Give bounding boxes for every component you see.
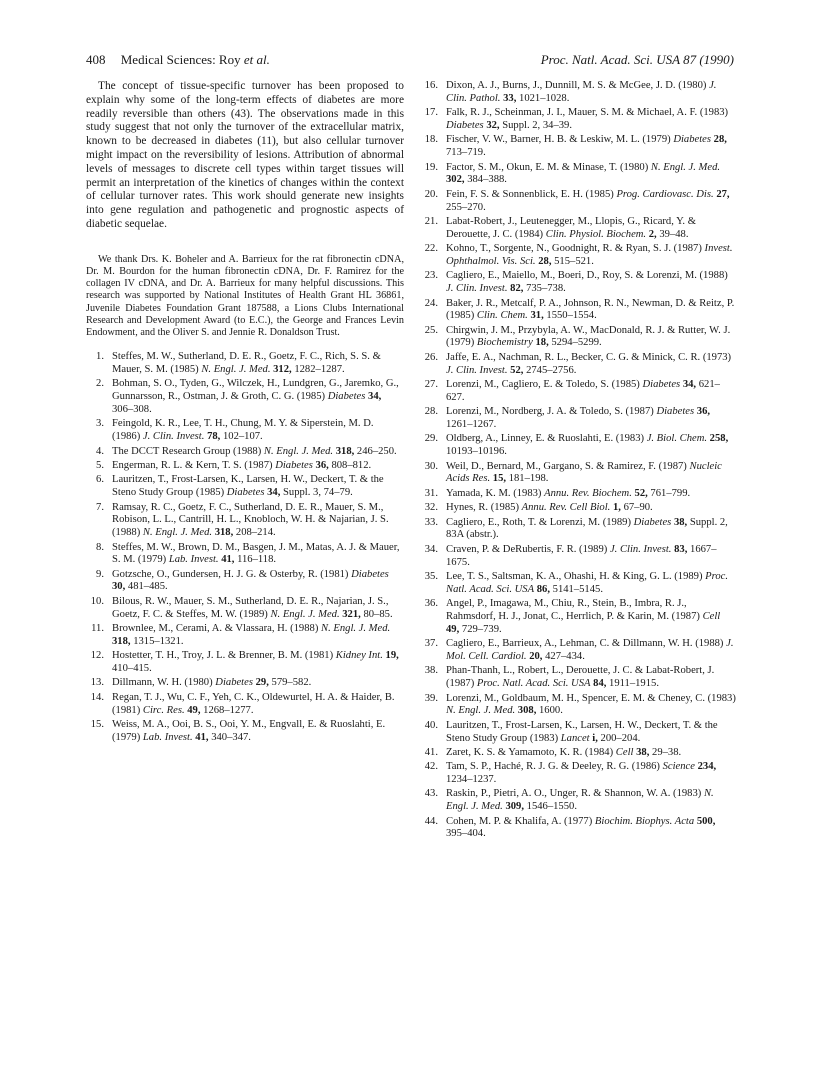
reference-volume: 30, [112,581,126,593]
reference-item [420,598,736,636]
reference-number: 44. [424,815,438,827]
reference-authors: Lorenzi, M., Cagliero, E. & Toledo, S. (1985) [446,379,640,391]
reference-pages: 208–214. [235,527,276,539]
reference-pages: 1268–1277. [203,704,254,716]
reference-journal: N. Engl. J. Med. [446,788,714,813]
reference-item [420,433,736,459]
reference-volume: 309, [505,801,524,813]
reference-pages: 5294–5299. [551,337,602,349]
reference-item [420,665,736,691]
reference-volume: 84, [593,678,607,690]
reference-journal: Clin. Physiol. Biochem. [545,228,647,240]
reference-number: 9. [96,568,104,580]
body-paragraph: The concept of tissue-specific turnover has been proposed to explain why some of the long-term effects of diabetes are more readily reversible than others (43). The observations made in this study suggest that not only the turnover of the extracellular matrix, known to be decreased in diabetes (11), but also cellular turnover might impact on the reversibility of lesions. Attribution of abnormal levels of messages to discrete cell types within target tissues will permit an interpretation of the kinetics of changes within the context of cellular turnover rates. This work should generate new insights into gene regulation and pathogenetic and prognostic aspects of diabetic sequelae. [86,80,404,230]
reference-pages: 1261–1267. [446,419,497,431]
reference-volume: 52, [510,364,524,376]
reference-volume: 321, [342,608,361,620]
reference-item [420,502,736,515]
reference-item [420,571,736,597]
reference-journal: N. Engl. J. Med. [321,623,391,635]
reference-volume: 28, [538,255,552,267]
reference-number: 22. [424,243,438,255]
reference-number: 17. [424,107,438,119]
reference-volume: 318, [335,445,355,457]
reference-journal: J. Clin. Invest. [446,364,508,376]
reference-journal: Diabetes [673,134,711,146]
reference-authors: The DCCT Research Group (1988) [112,445,262,457]
reference-number: 38. [424,665,438,677]
reference-volume: 1, [612,502,621,514]
reference-authors: Labat-Robert, J., Leutenegger, M., Llopis, G., Ricard, Y. & Derouette, J. C. (1984) [446,215,696,240]
reference-item [86,446,404,459]
reference-volume: 34, [682,379,697,391]
reference-item [420,406,736,432]
reference-pages: 579–582. [271,677,312,689]
reference-item [420,517,736,543]
reference-journal: Science [662,761,695,773]
reference-number: 14. [90,691,104,703]
reference-pages: 1550–1554. [546,310,597,322]
reference-volume: 34, [368,391,382,403]
reference-pages: 729–739. [461,623,502,635]
reference-authors: Fein, F. S. & Sonnenblick, E. H. (1985) [446,188,614,200]
reference-number: 30. [424,460,438,472]
reference-journal: Clin. Chem. [476,310,528,322]
reference-list-right [420,80,736,841]
reference-authors: Falk, R. J., Scheinman, J. I., Mauer, S. M. & Michael, A. F. (1983) [446,107,729,119]
reference-number: 28. [424,406,438,418]
acknowledgment: We thank Drs. K. Boheler and A. Barrieux for the rat fibronectin cDNA, Dr. M. Bourdon for the human fibronectin cDNA, Dr. F. Ramirez for the collagen IV cDNA, and Dr. A. Barrieux for many helpful discussions. This research was supported by National Institutes of Health Grant HL 36861, Juvenile Diabetes Foundation Grant 187588, a Lions Clubs International Research and Development Award (to E.C.), the George and Frances Levin Endowment, and the Oliver S. and Jennie R. Donaldson Trust. [86,253,404,338]
reference-journal: Nucleic Acids Res. [446,460,722,485]
reference-authors: Steffes, M. W., Brown, D. M., Basgen, J. M., Matas, A. J. & Mauer, S. M. (1979) [112,541,400,566]
reference-item [420,747,736,760]
right-column [420,80,736,843]
reference-item [86,351,404,377]
reference-item [420,352,736,378]
reference-number: 11. [91,623,104,635]
reference-journal: N. Engl. J. Med. [650,161,721,173]
reference-pages: 102–107. [222,431,263,443]
section-title: Medical Sciences: Roy [120,52,241,67]
reference-item [86,692,404,718]
reference-journal: Diabetes [642,379,681,391]
reference-item [86,542,404,568]
reference-volume: 82, [510,283,524,295]
reference-authors: Chirgwin, J. M., Przybyla, A. W., MacDonald, R. J. & Rutter, W. J. (1979) [446,324,731,349]
reference-pages: 116–118. [237,554,277,566]
reference-item [86,378,404,416]
reference-volume: 78, [207,431,221,443]
reference-item [420,761,736,787]
reference-journal: Diabetes [226,487,265,499]
reference-pages: 410–415. [112,663,152,675]
reference-item [420,325,736,351]
reference-number: 12. [90,650,104,662]
reference-item [420,134,736,160]
reference-item [86,719,404,745]
reference-number: 3. [96,418,104,430]
reference-number: 10. [90,595,104,607]
reference-item [420,270,736,296]
reference-pages: 515–521. [554,255,594,267]
reference-authors: Zaret, K. S. & Yamamoto, K. R. (1984) [446,746,614,758]
reference-volume: 34, [267,487,281,499]
reference-volume: 49, [187,704,201,716]
reference-pages: 67–90. [623,502,653,514]
reference-volume: 29, [255,677,269,689]
reference-number: 21. [424,215,438,227]
reference-pages: 2745–2756. [526,364,577,376]
reference-item [420,189,736,215]
reference-pages: 735–738. [526,283,566,295]
reference-number: 43. [424,788,438,800]
reference-pages: 1911–1915. [609,678,659,690]
reference-journal: Proc. Natl. Acad. Sci. USA [476,678,591,690]
reference-item [420,80,736,106]
reference-journal: N. Engl. J. Med. [142,527,213,539]
reference-journal: N. Engl. J. Med. [446,705,516,717]
reference-journal: N. Engl. J. Med. [201,363,271,375]
reference-authors: Brownlee, M., Cerami, A. & Vlassara, H. (1988) [112,623,319,635]
reference-pages: 5141–5145. [552,583,603,595]
reference-authors: Angel, P., Imagawa, M., Chiu, R., Stein, B., Imbra, R. J., Rahmsdorf, H. J., Jonat, C., Herrlich, P. & Karin, M. (1987) [446,598,700,622]
reference-journal: Annu. Rev. Cell Biol. [521,502,611,514]
reference-volume: i, [592,732,598,744]
reference-journal: Lancet [560,732,590,744]
reference-authors: Hynes, R. (1985) [446,502,519,514]
reference-pages: 340–347. [211,731,251,743]
reference-authors: Yamada, K. M. (1983) [446,487,542,499]
reference-authors: Kohno, T., Sorgente, N., Goodnight, R. & Ryan, S. J. (1987) [446,243,702,255]
reference-number: 25. [424,324,438,336]
reference-volume: 38, [636,746,650,758]
reference-number: 26. [424,351,438,363]
reference-pages: 1234–1237. [446,774,497,786]
reference-number: 39. [424,692,438,704]
reference-pages: 306–308. [112,403,152,415]
reference-volume: 38, [673,516,688,528]
reference-number: 18. [424,134,438,146]
reference-journal: Lab. Invest. [168,554,219,566]
reference-volume: 500, [696,815,716,827]
reference-journal: Kidney Int. [335,650,383,662]
reference-authors: Weil, D., Bernard, M., Gargano, S. & Ramirez, F. (1987) [446,460,687,472]
reference-item [420,107,736,133]
reference-item [86,596,404,622]
reference-pages: 1546–1550. [526,801,577,813]
reference-volume: 318, [214,527,234,539]
reference-authors: Dillmann, W. H. (1980) [112,677,213,689]
reference-journal: Diabetes [656,406,695,418]
reference-authors: Jaffe, E. A., Nachman, R. L., Becker, C. G. & Minick, C. R. (1973) [446,351,732,363]
reference-authors: Cagliero, E., Barrieux, A., Lehman, C. & Dillmann, W. H. (1988) [446,638,724,650]
reference-item [420,298,736,324]
reference-volume: 234, [697,761,717,773]
reference-number: 29. [424,433,438,445]
reference-pages: 246–250. [356,445,397,457]
reference-pages: 10193–10196. [446,446,507,458]
reference-pages: 621–627. [446,379,720,403]
reference-pages: 80–85. [363,608,393,620]
reference-item [420,693,736,719]
header-left [86,52,270,68]
reference-item [86,460,404,473]
reference-number: 24. [424,297,438,309]
reference-pages: 1021–1028. [519,92,570,104]
reference-pages: 481–485. [127,581,168,593]
reference-volume: 52, [634,487,648,499]
reference-pages: 1315–1321. [133,635,184,647]
reference-volume: 86, [536,583,550,595]
reference-item [420,720,736,746]
reference-journal: Diabetes [327,391,366,403]
reference-authors: Raskin, P., Pietri, A. O., Unger, R. & Shannon, W. A. (1983) [446,788,702,800]
reference-number: 19. [424,161,438,173]
reference-authors: Hostetter, T. H., Troy, J. L. & Brenner, B. M. (1981) [112,650,334,662]
reference-number: 13. [90,677,104,689]
reference-journal: Cell [702,610,721,622]
reference-number: 20. [424,188,438,200]
reference-journal: Proc. Natl. Acad. Sci. USA [446,570,728,595]
page-number: 408 [86,52,106,67]
reference-authors: Gotzsche, O., Gundersen, H. J. G. & Osterby, R. (1981) [112,568,349,580]
reference-pages: 39–48. [659,228,689,240]
reference-journal: Invest. Ophthalmol. Vis. Sci. [446,243,733,267]
reference-number: 6. [96,474,104,486]
reference-journal: J. Clin. Pathol. [446,80,717,104]
reference-number: 1. [96,351,104,363]
reference-number: 23. [424,270,438,282]
reference-volume: 83, [674,543,688,555]
reference-volume: 15, [492,473,507,485]
reference-number: 40. [424,719,438,731]
reference-volume: 41, [221,554,235,566]
reference-item [86,474,404,500]
reference-number: 32. [424,502,438,514]
reference-journal: N. Engl. J. Med. [270,608,340,620]
reference-volume: 308, [517,705,537,717]
reference-number: 15. [90,719,104,731]
reference-authors: Craven, P. & DeRubertis, F. R. (1989) [446,543,608,555]
reference-number: 41. [424,746,438,758]
reference-authors: Cagliero, E., Maiello, M., Boeri, D., Roy, S. & Lorenzi, M. (1988) [446,270,728,282]
reference-item [86,623,404,649]
reference-journal: Annu. Rev. Biochem. [544,487,632,499]
reference-volume: 36, [315,459,329,471]
page-header [86,52,734,70]
journal-citation: Proc. Natl. Acad. Sci. USA 87 (1990) [540,52,734,67]
reference-volume: 258, [709,433,729,445]
reference-pages: 255–270. [446,201,486,213]
reference-journal: Prog. Cardiovasc. Dis. [616,188,714,200]
reference-volume: 36, [696,406,711,418]
reference-volume: 33, [503,92,517,104]
reference-journal: Diabetes [446,119,484,131]
reference-list-left [86,351,404,744]
reference-volume: 41, [195,731,209,743]
reference-number: 35. [424,570,438,582]
reference-number: 36. [424,598,438,610]
reference-volume: 32, [486,119,500,131]
reference-pages: 200–204. [600,732,641,744]
reference-authors: Phan-Thanh, L., Robert, L., Derouette, J. C. & Labat-Robert, J. (1987) [446,665,715,690]
reference-number: 42. [424,761,438,773]
reference-item [86,418,404,444]
reference-pages: Suppl. 2, 83A (abstr.). [446,516,728,541]
reference-journal: Circ. Res. [142,704,185,716]
reference-number: 34. [424,543,438,555]
reference-volume: 18, [535,337,549,349]
reference-journal: Cell [615,746,634,758]
reference-authors: Bohman, S. O., Tyden, G., Wilczek, H., Lundgren, G., Jaremko, G., Gunnarsson, R., Ostman, J. & Groth, C. G. (1985) [112,378,399,403]
reference-authors: Feingold, K. R., Lee, T. H., Chung, M. Y. & Siperstein, M. D. (1986) [112,418,374,443]
reference-authors: Regan, T. J., Wu, C. F., Yeh, C. K., Oldewurtel, H. A. & Haider, B. (1981) [112,691,395,716]
reference-item [86,677,404,690]
reference-journal: N. Engl. J. Med. [263,445,334,457]
reference-authors: Steffes, M. W., Sutherland, D. E. R., Goetz, F. C., Rich, S. S. & Mauer, S. M. (1985) [112,351,381,375]
reference-item [86,569,404,595]
reference-number: 37. [424,638,438,650]
reference-authors: Tam, S. P., Haché, R. J. G. & Deeley, R. G. (1986) [446,761,660,773]
reference-volume: 28, [713,134,727,146]
reference-pages: 1600. [539,705,563,717]
reference-pages: Suppl. 2, 34–39. [502,119,572,131]
reference-pages: 1282–1287. [294,363,345,375]
reference-pages: 427–434. [545,650,585,662]
reference-authors: Fischer, V. W., Barner, H. B. & Leskiw, M. L. (1979) [446,134,671,146]
reference-journal: J. Clin. Invest. [142,431,205,443]
reference-authors: Lauritzen, T., Frost-Larsen, K., Larsen, H. W., Deckert, T. & the Steno Study Group (1983) [446,719,718,744]
reference-pages: 713–719. [446,147,486,159]
reference-item [420,243,736,269]
reference-authors: Cohen, M. P. & Khalifa, A. (1977) [446,815,593,827]
reference-number: 27. [424,379,438,391]
reference-item [420,461,736,487]
reference-volume: 31, [530,310,544,322]
reference-journal: Lab. Invest. [142,731,193,743]
reference-journal: Biochemistry [476,337,533,349]
reference-journal: Diabetes [633,516,672,528]
reference-item [420,544,736,570]
reference-item [420,379,736,405]
reference-number: 8. [96,541,104,553]
reference-authors: Dixon, A. J., Burns, J., Dunnill, M. S. & McGee, J. D. (1980) [446,80,707,91]
reference-number: 33. [424,516,438,528]
reference-authors: Engerman, R. L. & Kern, T. S. (1987) [112,459,273,471]
reference-pages: 1667–1675. [446,543,717,568]
reference-pages: 29–38. [652,746,682,758]
reference-pages: Suppl. 3, 74–79. [283,487,353,499]
left-column [86,80,404,746]
reference-authors: Oldberg, A., Linney, E. & Ruoslahti, E. (1983) [446,433,645,445]
reference-item [420,788,736,814]
reference-item [420,638,736,664]
reference-journal: Biochim. Biophys. Acta [594,815,695,827]
reference-item [86,502,404,540]
reference-authors: Baker, J. R., Metcalf, P. A., Johnson, R. N., Newman, D. & Reitz, P. (1985) [446,297,735,322]
reference-authors: Ramsay, R. C., Goetz, F. C., Sutherland, D. E. R., Mauer, S. M., Robison, L. L., Cantrill, H. L., Knobloch, W. H. & Najarian, J. S. (1988) [112,501,389,539]
reference-volume: 312, [273,363,292,375]
reference-number: 4. [96,445,104,457]
authors-suffix: et al. [243,52,270,67]
reference-journal: Diabetes [351,568,389,580]
reference-authors: Lorenzi, M., Nordberg, J. A. & Toledo, S. (1987) [446,406,654,418]
reference-number: 2. [96,378,104,390]
reference-authors: Bilous, R. W., Mauer, S. M., Sutherland, D. E. R., Najarian, J. S., Goetz, F. C. & Steffes, M. W. (1989) [112,595,389,620]
reference-authors: Cagliero, E., Roth, T. & Lorenzi, M. (1989) [446,516,631,528]
reference-item [420,816,736,842]
reference-item [420,216,736,242]
reference-item [420,162,736,188]
reference-pages: 761–799. [650,487,691,499]
reference-volume: 20, [529,650,543,662]
reference-item [86,650,404,676]
reference-journal: J. Clin. Invest. [446,283,508,295]
reference-journal: J. Clin. Invest. [609,543,672,555]
reference-authors: Lorenzi, M., Goldbaum, M. H., Spencer, E. M. & Cheney, C. (1983) [446,692,736,704]
reference-pages: 181–198. [508,473,549,485]
reference-journal: Diabetes [275,459,313,471]
reference-volume: 302, [446,174,465,186]
reference-pages: 808–812. [331,459,372,471]
reference-journal: J. Biol. Chem. [646,433,708,445]
reference-volume: 19, [385,650,399,662]
reference-number: 7. [96,501,104,513]
reference-volume: 49, [446,623,460,635]
reference-item [420,488,736,501]
reference-number: 31. [424,487,438,499]
reference-authors: Lee, T. S., Saltsman, K. A., Ohashi, H. & King, G. L. (1989) [446,570,703,582]
reference-authors: Lauritzen, T., Frost-Larsen, K., Larsen, H. W., Deckert, T. & the Steno Study Group (1985) [112,474,384,499]
reference-volume: 2, [648,228,657,240]
reference-volume: 27, [716,188,730,200]
reference-number: 5. [96,459,104,471]
reference-volume: 318, [112,635,131,647]
reference-pages: 384–388. [467,174,507,186]
reference-pages: 395–404. [446,828,486,840]
reference-number: 16. [424,80,438,91]
reference-journal: J. Mol. Cell. Cardiol. [446,638,734,662]
reference-journal: Diabetes [215,677,253,689]
reference-authors: Factor, S. M., Okun, E. M. & Minase, T. (1980) [446,161,649,173]
reference-authors: Weiss, M. A., Ooi, B. S., Ooi, Y. M., Engvall, E. & Ruoslahti, E. (1979) [112,719,386,743]
